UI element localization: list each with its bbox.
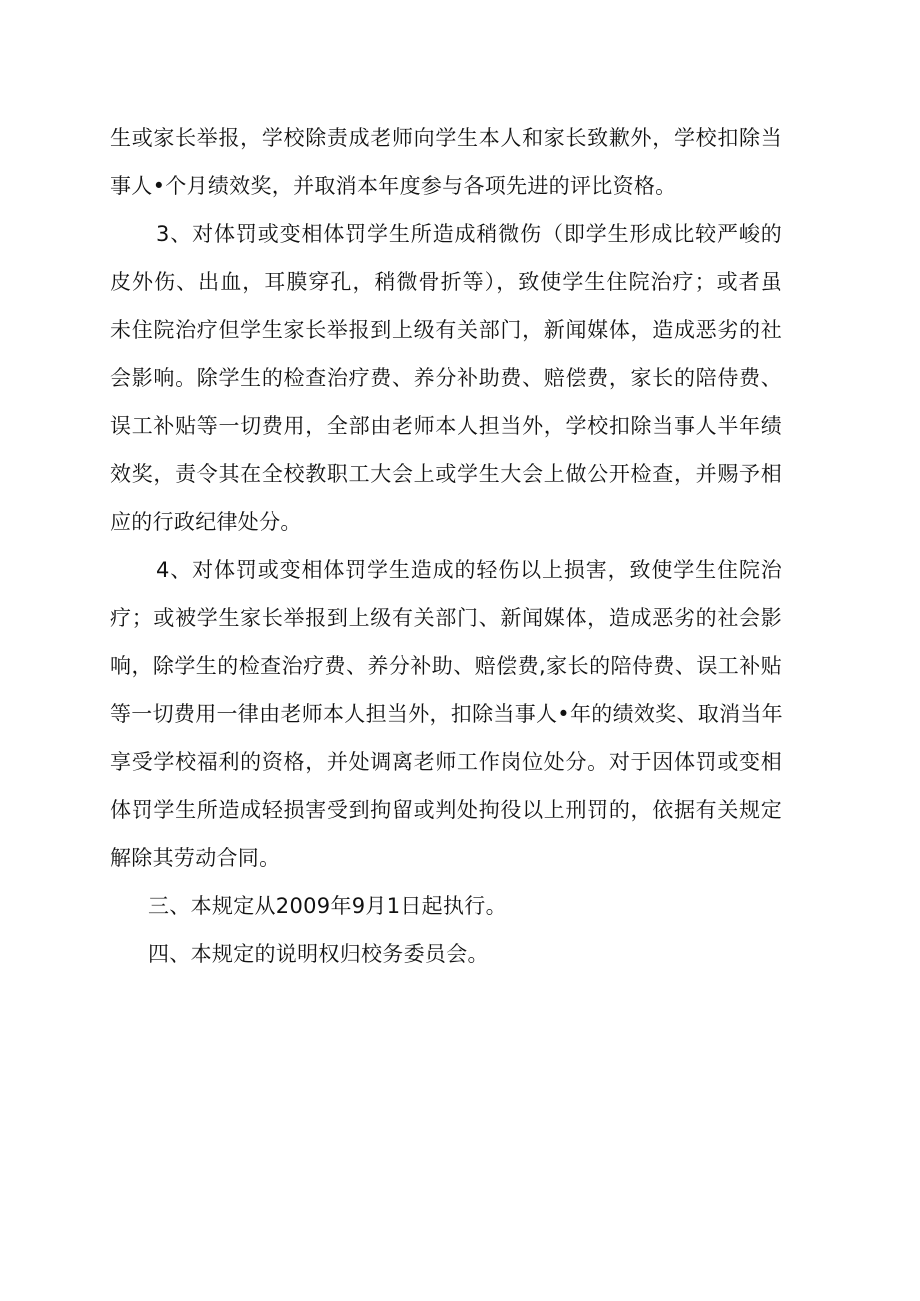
paragraph-line: 未住院治疗但学生家长举报到上级有关部门，新闻媒体，造成恶劣的社	[110, 318, 782, 342]
paragraph-continuation	[110, 114, 782, 210]
paragraph-line: 生或家长举报，学校除责成老师向学生本人和家长致歉外，学校扣除当	[110, 126, 782, 150]
paragraph-line: 享受学校福利的资格，并处调离老师工作岗位处分。对于因体罚或变相	[110, 750, 782, 774]
paragraph-line: 解除其劳动合同。	[110, 846, 281, 870]
paragraph-section-4	[110, 930, 782, 978]
paragraph-line: 皮外伤、出血，耳膜穿孔，稍微骨折等），致使学生住院治疗；或者虽	[110, 270, 782, 294]
paragraph-line: 会影响。除学生的检查治疗费、养分补助费、赔偿费，家长的陪侍费、	[110, 366, 782, 390]
paragraph-line: 疗；或被学生家长举报到上级有关部门、新闻媒体，造成恶劣的社会影	[110, 606, 782, 630]
paragraph-line: 4、对体罚或变相体罚学生造成的轻伤以上损害，致使学生住院治	[156, 558, 782, 582]
paragraph-line: 四、本规定的说明权归校务委员会。	[148, 942, 489, 966]
paragraph-line: 事人•个月绩效奖，并取消本年度参与各项先进的评比资格。	[110, 174, 677, 198]
paragraph-line: 体罚学生所造成轻损害受到拘留或判处拘役以上刑罚的，依据有关规定	[110, 798, 782, 822]
paragraph-line: 应的行政纪律处分。	[110, 510, 302, 534]
paragraph-line: 三、本规定从2009年9月1日起执行。	[148, 894, 507, 918]
paragraph-item-4	[110, 546, 782, 882]
document-body	[110, 114, 782, 978]
paragraph-section-3	[110, 882, 782, 930]
paragraph-line: 等一切费用一律由老师本人担当外，扣除当事人•年的绩效奖、取消当年	[110, 702, 783, 726]
paragraph-line: 3、对体罚或变相体罚学生所造成稍微伤（即学生形成比较严峻的	[156, 222, 782, 246]
paragraph-line: 响，除学生的检查治疗费、养分补助、赔偿费,家长的陪侍费、误工补贴	[110, 654, 782, 678]
paragraph-line: 误工补贴等一切费用，全部由老师本人担当外，学校扣除当事人半年绩	[110, 414, 782, 438]
paragraph-line: 效奖，责令其在全校教职工大会上或学生大会上做公开检查，并赐予相	[110, 462, 782, 486]
paragraph-item-3	[110, 210, 782, 546]
